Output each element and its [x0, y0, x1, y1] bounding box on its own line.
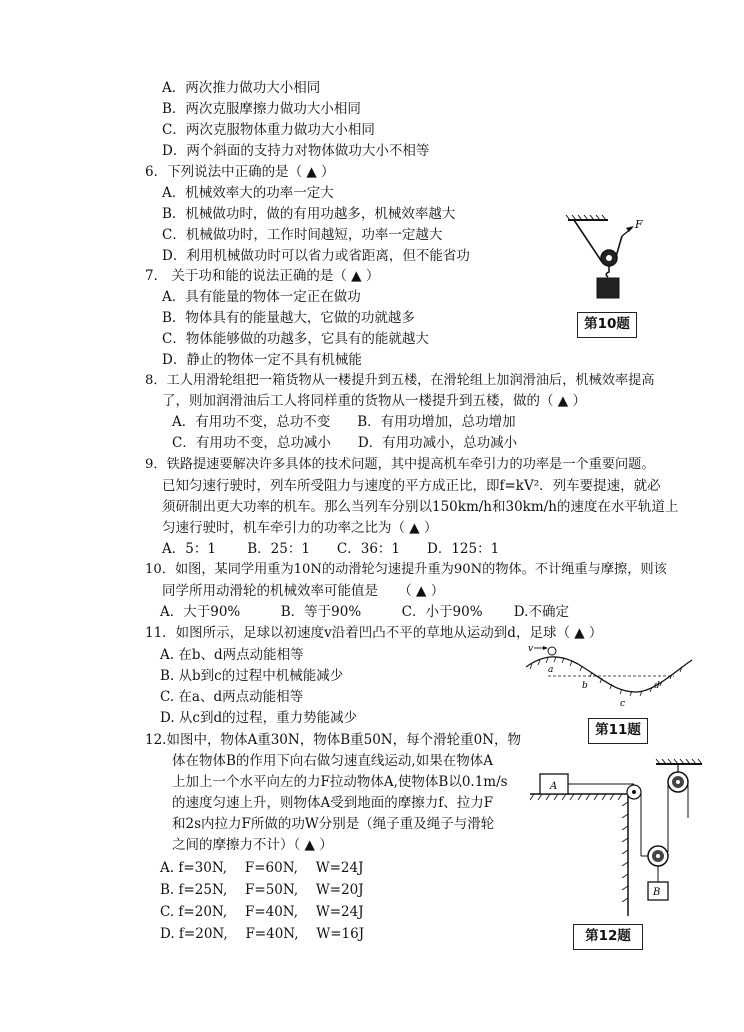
q10-options: A．大于90% B．等于90% C．小于90% D.不确定	[160, 604, 569, 620]
figure-11-label-a: a	[548, 665, 554, 675]
q5-option-b: B．两次克服摩擦力做功大小相同	[162, 101, 361, 117]
q8-stem-2: 了，则加润滑油后工人将同样重的货物从一楼提升到五楼，做的（ ▲ ）	[162, 393, 586, 409]
q9-stem-2: 已知匀速行驶时，列车所受阻力与速度的平方成正比，即f=kV²．列车要提速，就必	[162, 478, 661, 494]
q12-stem-2: 体在物体B的作用下向右做匀速直线运动,如果在物体A	[172, 753, 493, 769]
q6-option-d: D．利用机械做功时可以省力或省距离，但不能省功	[162, 248, 470, 264]
figure-12-block-b-label: B	[653, 887, 661, 898]
q11-stem: 11．如图所示，足球以初速度v沿着凹凸不平的草地从运动到d，足球（ ▲ ）	[145, 625, 603, 641]
q9-options: A．5：1 B．25：1 C．36：1 D．125：1	[162, 541, 500, 557]
figure-11-caption: 第11题	[588, 718, 648, 744]
q8-options-cd: C．有用功不变，总功减小 D．有用功减小，总功减小	[172, 435, 518, 451]
q6-option-b: B．机械做功时，做的有用功越多，机械效率越大	[162, 206, 456, 222]
figure-11-label-v: v	[528, 644, 534, 654]
q12-stem-6: 之间的摩擦力不计）（ ▲ ）	[172, 837, 333, 853]
figure-10-caption: 第10题	[577, 312, 637, 338]
q12-stem-4: 的速度匀速上升，则物体A受到地面的摩擦力f、拉力F	[172, 795, 494, 811]
q8-stem-1: 8．工人用滑轮组把一箱货物从一楼提升到五楼，在滑轮组上加润滑油后，机械效率提高	[145, 373, 655, 388]
q11-option-c: C. 在a、d两点动能相等	[160, 689, 304, 705]
q6-stem: 6．下列说法中正确的是（ ▲ ）	[145, 164, 335, 180]
q11-option-a: A. 在b、d两点动能相等	[160, 647, 304, 663]
figure-11-label-c: c	[620, 699, 626, 709]
q8-options-ab: A．有用功不变，总功不变 B．有用功增加，总功增加	[172, 414, 516, 430]
q7-stem: 7． 关于功和能的说法正确的是（ ▲ ）	[145, 268, 380, 284]
q11-option-b: B. 从b到c的过程中机械能减少	[160, 668, 344, 684]
q7-option-d: D．静止的物体一定不具有机械能	[162, 352, 362, 368]
q12-option-a: A. f=30N, F=60N, W=24J	[160, 860, 364, 876]
q12-option-c: C. f=20N, F=40N, W=24J	[160, 904, 364, 920]
q7-option-a: A．具有能量的物体一定正在做功	[162, 289, 361, 305]
figure-10-force-label: F	[635, 218, 643, 231]
q9-stem-3: 须研制出更大功率的机车。那么当列车分别以150km/h和30km/h的速度在水平轨道上	[162, 499, 679, 515]
q12-option-d: D. f=20N, F=40N, W=16J	[160, 926, 365, 942]
q12-stem-1: 12.如图中，物体A重30N，物体B重50N，每个滑轮重0N，物	[145, 732, 522, 748]
q11-option-d: D. 从c到d的过程，重力势能减少	[160, 710, 358, 726]
figure-12-caption: 第12题	[573, 924, 643, 950]
q10-stem-2: 同学所用动滑轮的机械效率可能值是 （ ▲ ）	[162, 583, 445, 599]
q12-stem-3: 上加上一个水平向左的力F拉动物体A,使物体B以0.1m/s	[172, 774, 508, 790]
q7-option-c: C．物体能够做的功越多，它具有的能就越大	[162, 331, 429, 347]
q6-option-a: A．机械效率大的功率一定大	[162, 185, 334, 201]
q12-stem-5: 和2s内拉力F所做的功W分别是（绳子重及绳子与滑轮	[172, 816, 495, 832]
q5-option-d: D．两个斜面的支持力对物体做功大小不相等	[162, 143, 430, 159]
figure-10-pulley	[562, 214, 652, 314]
q9-stem-4: 匀速行驶时，机车牵引力的功率之比为（ ▲ ）	[162, 520, 438, 536]
q5-option-a: A．两次推力做功大小相同	[162, 80, 321, 96]
q10-stem-1: 10．如图，某同学用重为10N的动滑轮匀速提升重为90N的物体。不计绳重与摩擦，则该	[145, 562, 667, 577]
q6-option-c: C．机械做功时，工作时间越短，功率一定越大	[162, 227, 443, 243]
q7-option-b: B．物体具有的能量越大，它做的功就越多	[162, 310, 415, 326]
figure-11-label-b: b	[582, 681, 588, 691]
figure-11-label-d: d	[654, 681, 660, 691]
figure-12-pulley-system	[530, 758, 720, 918]
figure-12-block-a-label: A	[550, 781, 558, 792]
q5-option-c: C．两次克服物体重力做功大小相同	[162, 122, 375, 138]
q12-option-b: B. f=25N, F=50N, W=20J	[160, 882, 364, 898]
figure-11-ball-track	[524, 642, 694, 712]
q9-stem-1: 9．铁路提速要解决许多具体的技术问题，其中提高机车牵引力的功率是一个重要问题。	[145, 457, 655, 472]
